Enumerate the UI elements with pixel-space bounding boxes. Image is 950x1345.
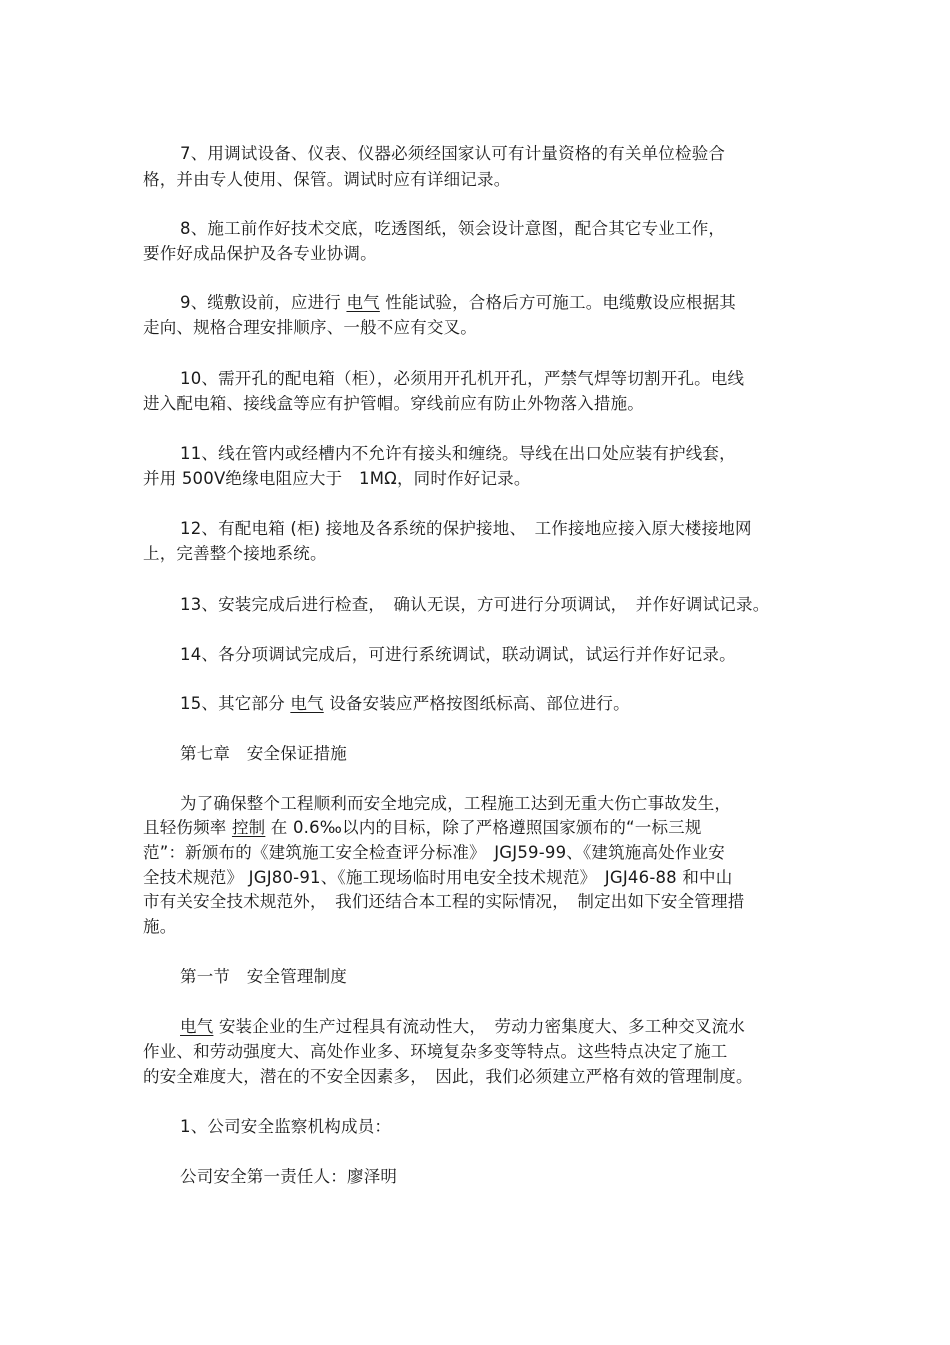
text-line: 进入配电箱、接线盒等应有护管帽。穿线前应有防止外物落入措施。	[143, 394, 644, 413]
text-segment: 且轻伤频率	[143, 818, 232, 837]
underlined-term: 电气	[180, 1017, 214, 1036]
text-line: 市有关安全技术规范外， 我们还结合本工程的实际情况， 制定出如下安全管理措	[143, 892, 745, 911]
text-line	[143, 817, 702, 839]
text-line: 要作好成品保护及各专业协调。	[143, 244, 377, 263]
text-segment: 安装企业的生产过程具有流动性大， 劳动力密集度大、多工种交叉流水	[213, 1017, 746, 1036]
text-line: 的安全难度大，潜在的不安全因素多， 因此，我们必须建立严格有效的管理制度。	[143, 1067, 753, 1086]
text-segment: 15、其它部分	[180, 694, 291, 713]
text-line: 14、各分项调试完成后，可进行系统调试，联动调试，试运行并作好记录。	[180, 645, 736, 664]
underlined-term: 电气	[290, 694, 324, 713]
chapter-heading: 第七章 安全保证措施	[180, 744, 347, 763]
text-line: 10、需开孔的配电箱（柜），必须用开孔机开孔，严禁气焊等切割开孔。电线	[180, 369, 745, 388]
text-line: 并用 500V绝缘电阻应大于 1MΩ，同时作好记录。	[143, 469, 531, 488]
text-line: 作业、和劳动强度大、高处作业多、环境复杂多变等特点。这些特点决定了施工	[143, 1042, 728, 1061]
text-segment: 设备安装应严格按图纸标高、部位进行。	[323, 694, 630, 713]
text-line: 上，完善整个接地系统。	[143, 544, 327, 563]
text-line: 范”：新颁布的《建筑施工安全检查评分标准》 JGJ59-99、《建筑施高处作业安	[143, 843, 726, 862]
text-line: 1、公司安全监察机构成员：	[180, 1117, 392, 1136]
text-line: 13、安装完成后进行检查， 确认无误，方可进行分项调试， 并作好调试记录。	[180, 595, 770, 614]
text-line	[180, 1016, 745, 1038]
text-line: 为了确保整个工程顺利而安全地完成，工程施工达到无重大伤亡事故发生，	[180, 794, 732, 813]
text-line: 11、线在管内或经槽内不允许有接头和缠绕。导线在出口处应装有护线套，	[180, 444, 736, 463]
text-line: 公司安全第一责任人：廖泽明	[180, 1167, 398, 1186]
section-heading: 第一节 安全管理制度	[180, 967, 347, 986]
text-line: 走向、规格合理安排顺序、一般不应有交叉。	[143, 318, 477, 337]
text-line: 格，并由专人使用、保管。调试时应有详细记录。	[143, 170, 511, 189]
text-line: 12、有配电箱 (柜) 接地及各系统的保护接地、 工作接地应接入原大楼接地网	[180, 519, 752, 538]
underlined-term: 控制	[231, 818, 266, 837]
text-segment: 在 0.6‰以内的目标，除了严格遵照国家颁布的“一标三规	[265, 818, 702, 837]
text-line: 施。	[143, 917, 177, 936]
text-line: 8、施工前作好技术交底，吃透图纸，领会设计意图，配合其它专业工作，	[180, 219, 726, 238]
text-line: 7、用调试设备、仪表、仪器必须经国家认可有计量资格的有关单位检验合	[180, 144, 726, 163]
text-segment: 9、缆敷设前，应进行	[180, 293, 347, 312]
text-line	[180, 693, 630, 715]
text-segment: 性能试验，合格后方可施工。电缆敷设应根据其	[379, 293, 737, 312]
underlined-term: 电气	[346, 293, 380, 312]
text-line: 全技术规范》 JGJ80-91、《施工现场临时用电安全技术规范》 JGJ46-88 和中山	[143, 868, 733, 887]
text-line	[180, 292, 736, 314]
